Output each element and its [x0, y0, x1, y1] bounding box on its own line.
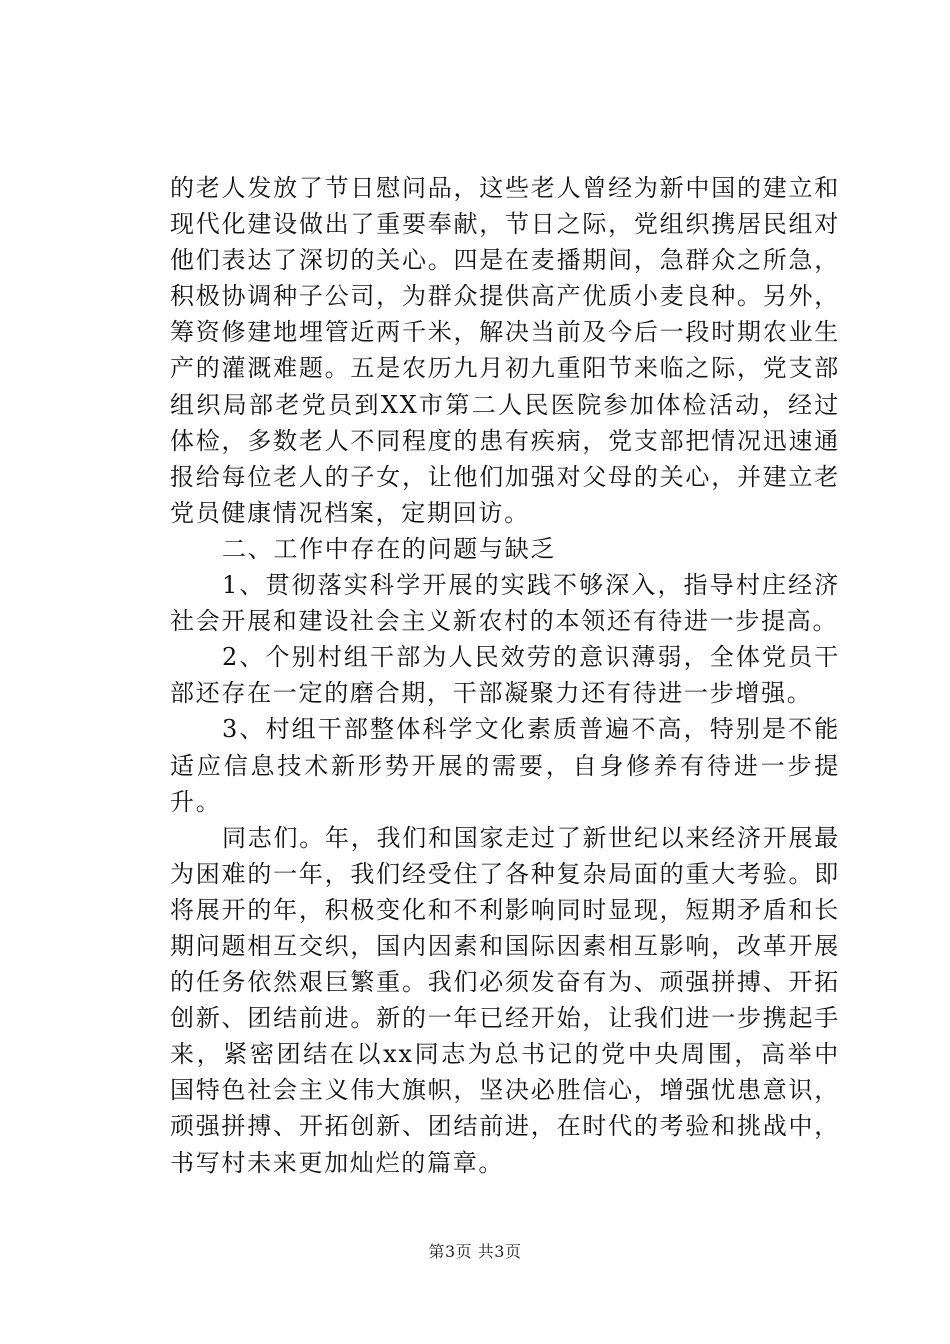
- closing-paragraph: 同志们。年，我们和国家走过了新世纪以来经济开展最为困难的一年，我们经受住了各种复杂局面的重大考验。即将展开的年，积极变化和不利影响同时显现，短期矛盾和长期问题相互交织，国内因素和国际因素相互影响，改革开展的任务依然艰巨繁重。我们必须发奋有为、顽强拼搏、开拓创新、团结前进。新的一年已经开始，让我们进一步携起手来，紧密团结在以xx同志为总书记的党中央周围，高举中国特色社会主义伟大旗帜，坚决必胜信心，增强忧患意识，顽强拼搏、开拓创新、团结前进，在时代的考验和挑战中，书写村未来更加灿烂的篇章。: [170, 823, 840, 1177]
- problem-item-3: 3、村组干部整体科学文化素质普遍不高，特别是不能适应信息技术新形势开展的需要，自身修养有待进一步提升。: [170, 715, 840, 816]
- document-body: [170, 170, 840, 1181]
- page-number-footer: 第3页 共3页: [428, 1242, 522, 1261]
- paragraph-continuation: 的老人发放了节日慰问品，这些老人曾经为新中国的建立和现代化建设做出了重要奉献，节日之际，党组织携居民组对他们表达了深切的关心。四是在麦播期间，急群众之所急，积极协调种子公司，为群众提供高产优质小麦良种。另外，筹资修建地埋管近两千米，解决当前及今后一段时期农业生产的灌溉难题。五是农历九月初九重阳节来临之际，党支部组织局部老党员到XX市第二人民医院参加体检活动，经过体检，多数老人不同程度的患有疾病，党支部把情况迅速通报给每位老人的子女，让他们加强对父母的关心，并建立老党员健康情况档案，定期回访。: [170, 174, 840, 527]
- problem-item-1: 1、贯彻落实科学开展的实践不够深入，指导村庄经济社会开展和建设社会主义新农村的本领还有待进一步提高。: [170, 571, 840, 636]
- problem-item-2: 2、个别村组干部为人民效劳的意识薄弱，全体党员干部还存在一定的磨合期，干部凝聚力还有待进一步增强。: [170, 643, 840, 708]
- section-heading: 二、工作中存在的问题与缺乏: [222, 534, 557, 563]
